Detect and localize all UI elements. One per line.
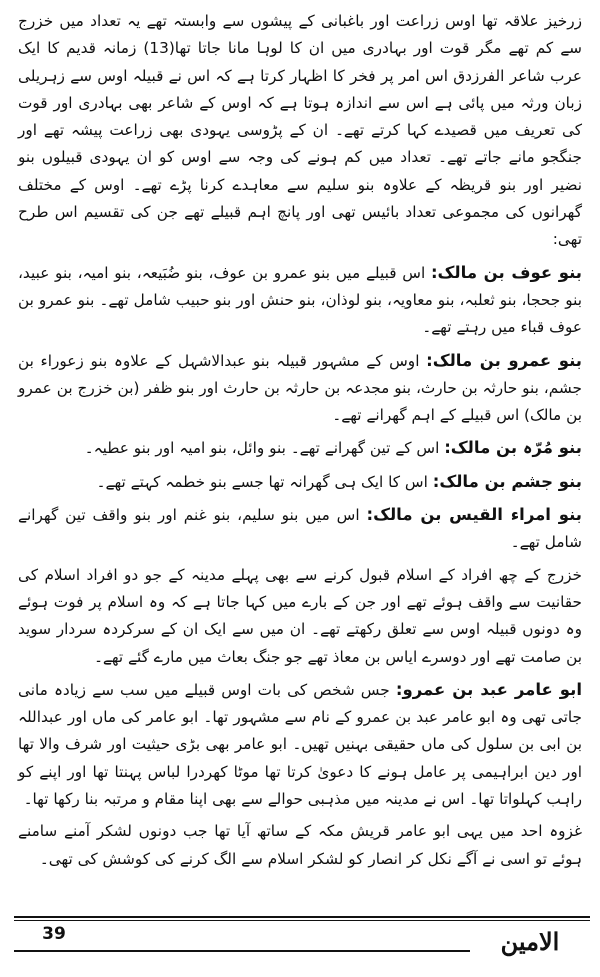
section-heading: بنو مُرّہ بن مالک: bbox=[444, 438, 582, 458]
paragraph-text: اس کا ایک ہی گھرانہ تھا جسے بنو خطمہ کہتے تھے۔ bbox=[96, 472, 433, 491]
section-heading: ابو عامر عبد بن عمرو: bbox=[395, 679, 583, 699]
footer-rule bbox=[14, 920, 590, 921]
paragraph-banu-murra bbox=[18, 434, 582, 462]
paragraph-banu-amr bbox=[18, 347, 582, 430]
paragraph-text: اس کے تین گھرانے تھے۔ بنو وائل، بنو امیہ اور بنو عطیہ۔ bbox=[84, 439, 445, 458]
footer-rule bbox=[14, 916, 590, 918]
paragraph-text: زرخیز علاقہ تھا اوس زراعت اور باغبانی کے پیشوں سے وابستہ تھے یہ تعداد میں خزرج سے کم تھے مگر قوت اور بہادری میں ان کا لوہا مانا جاتا تھا(13) زمانہ قدیم کا ایک عرب شاعر الفرزدق اس امر پر فخر کا اظہار کرتا ہے کہ اس نے قبیلہ اوس سے زہریلی زبان ورثہ میں پائی ہے اس سے اندازہ ہوتا ہے کہ اوس کے شاعر بھی بہادری اور قوت کی تعریف میں قصیدے کہا کرتے تھے۔ ان کے پڑوسی یہودی بھی زراعت پیشہ تھے اور جنگجو مانے جاتے تھے۔ تعداد میں کم ہونے کی وجہ سے اوس کو ان یہودی قبیلوں بنو نضیر اور بنو قریظہ کے علاوہ بنو سلیم سے معاہدے کرنا پڑے تھے۔ اوس کے مختلف گھرانوں کی مجموعی تعداد بائیس تھی اور پانچ اہم قبیلے تھے جن کی تقسیم اس طرح تھی: bbox=[18, 12, 582, 249]
paragraph-banu-imra-al-qais bbox=[18, 501, 582, 557]
paragraph-text: خزرج کے چھ افراد کے اسلام قبول کرنے سے بھی پہلے مدینہ کے جو دو افراد اسلام کی حقانیت سے واقف ہوئے تھے اور جن کے بارے میں کہا جاتا ہے کہ وہ اسلام پر فوت ہوئے وہ دونوں قبیلہ اوس سے تعلق رکھتے تھے۔ ان میں سے ایک ان کے سرکردہ سردار سوید بن صامت تھے اور دوسرے ایاس بن معاذ تھے جو جنگ بعاث میں مارے گئے تھے۔ bbox=[18, 565, 582, 666]
paragraph-text: اس قبیلے میں بنو عمرو بن عوف، بنو ضُبَیعہ، بنو امیہ، بنو عبید، بنو جحجا، بنو ثعلبہ، بنو معاویہ، بنو لوذان، بنو حنش اور بنو حبیب شامل تھے۔ بنو عمرو بن عوف قباء میں رہتے تھے۔ bbox=[18, 263, 582, 337]
section-heading: بنو عوف بن مالک: bbox=[430, 262, 582, 282]
footer-rule bbox=[14, 950, 470, 952]
page-number: 39 bbox=[42, 924, 66, 944]
section-heading: بنو امراء القیس بن مالک: bbox=[366, 505, 583, 525]
paragraph-early-converts bbox=[18, 562, 582, 671]
paragraph-text: جس شخص کی بات اوس قبیلے میں سب سے زیادہ مانی جاتی تھی وہ ابو عامر عبد بن عمرو کے نام سے مشہور تھا۔ ابو عامر کی ماں اور عبداللہ بن ابی بن سلول کی ماں حقیقی بہنیں تھیں۔ ابو عامر بھی بڑی حیثیت اور شرف والا تھا اور دین ابراہیمی پر عامل ہونے کا دعویٰ کرتا تھا موٹا کھردرا لباس پہنتا تھا اور اپنے کو راہب کہلواتا تھا۔ اس نے مدینہ میں مذہبی حوالے سے بھی اپنا مقام و مرتبہ بنا رکھا تھا۔ bbox=[18, 680, 582, 809]
section-heading: بنو جشم بن مالک: bbox=[432, 471, 582, 491]
paragraph-abu-amir bbox=[18, 676, 582, 813]
paragraph-text: غزوہ احد میں یہی ابو عامر قریش مکہ کے ساتھ آیا تھا جب دونوں لشکر آمنے سامنے ہوئے تو اسی نے آگے نکل کر انصار کو لشکر اسلام سے الگ کرنے کی کوشش کی تھی۔ bbox=[18, 822, 582, 868]
page-footer bbox=[14, 916, 590, 968]
paragraph-text: اس میں بنو سلیم، بنو غنم اور بنو واقف تین گھرانے شامل تھے۔ bbox=[18, 506, 582, 552]
paragraph-banu-awf bbox=[18, 259, 582, 342]
paragraph-uhud bbox=[18, 818, 582, 873]
journal-logo: الامین bbox=[500, 927, 560, 956]
section-heading: بنو عمرو بن مالک: bbox=[426, 350, 582, 370]
paragraph-aws-intro bbox=[18, 8, 582, 254]
paragraph-text: اوس کے مشہور قبیلہ بنو عبدالاشہل کے علاوہ بنو زعوراء بن جشم، بنو حارثہ بن حارث، بنو مجدعہ بن حارثہ بن حارث اور بنو ظفر (بن خزرج بن عمرو بن مالک) اس قبیلے کے اہم گھرانے تھے۔ bbox=[18, 351, 582, 425]
paragraph-banu-jusham bbox=[18, 468, 582, 496]
article-body bbox=[18, 8, 582, 873]
